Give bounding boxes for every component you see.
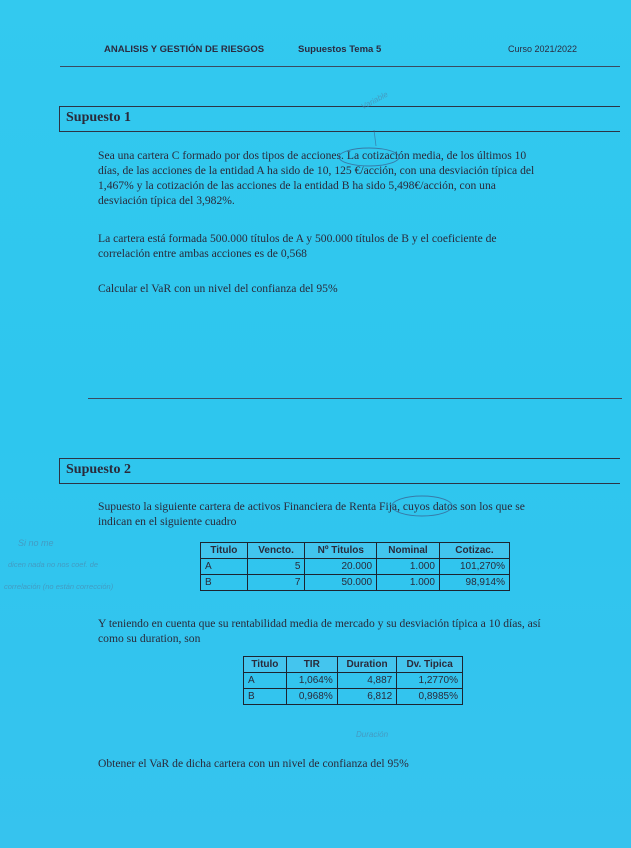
col-header: Nº Titulos (305, 543, 377, 559)
table-cell: 98,914% (439, 575, 509, 591)
table-header-row (244, 657, 463, 673)
table-header-row (201, 543, 510, 559)
col-header: Nominal (377, 543, 440, 559)
table-row (201, 575, 510, 591)
portfolio-table (200, 542, 510, 591)
line: Y teniendo en cuenta que su rentabilidad media de mercado y su desviación típica a 10 días, así (98, 617, 541, 630)
supuesto-1-paragraph-3: Calcular el VaR con un nivel del confianza del 95% (98, 282, 338, 295)
handwritten-note: Duración (356, 730, 389, 739)
supuesto-2-paragraph-3: Obtener el VaR de dicha cartera con un nivel de confianza del 95% (98, 757, 409, 770)
line: 1,467% y la cotización de las acciones de la entidad B ha sido 5,498€/acción, con una (98, 179, 496, 192)
col-header: Cotizac. (439, 543, 509, 559)
col-header: Duration (337, 657, 397, 673)
table-cell: 50.000 (305, 575, 377, 591)
line: como su duration, son (98, 632, 201, 645)
col-header: Titulo (244, 657, 287, 673)
supuesto-2-paragraph-2 (98, 616, 620, 646)
table-cell: 1,064% (286, 673, 337, 689)
table-cell: 7 (247, 575, 305, 591)
handwritten-note: Variable (359, 89, 390, 112)
header-rule (60, 66, 620, 67)
table-cell: A (244, 673, 287, 689)
supuesto-2-paragraph-1 (98, 499, 620, 529)
col-header: Dv. Tipica (397, 657, 463, 673)
section-divider (88, 398, 622, 399)
supuesto-2-heading-text: Supuesto 2 (66, 462, 131, 477)
line: desviación típica del 3,982%. (98, 194, 235, 207)
table-cell: 0,8985% (397, 689, 463, 705)
handwritten-note: Si no me (18, 538, 54, 548)
supuesto-2-heading (59, 458, 620, 484)
table-cell: 1.000 (377, 559, 440, 575)
line: La cartera está formada 500.000 títulos de A y 500.000 títulos de B y el coeficiente de (98, 232, 497, 245)
handwritten-note: correlación (no están corrección) (4, 582, 114, 591)
table-row (201, 559, 510, 575)
table-cell: 5 (247, 559, 305, 575)
table-cell: 20.000 (305, 559, 377, 575)
course-year: Curso 2021/2022 (508, 44, 578, 54)
supuesto-1-heading (59, 106, 620, 132)
table-cell: 4,887 (337, 673, 397, 689)
supuesto-1-paragraph-2 (98, 231, 620, 261)
table-row (244, 673, 463, 689)
line: Supuesto la siguiente cartera de activos Financiera de Renta Fija, cuyos datos son los que se (98, 500, 525, 513)
topic-title: Supuestos Tema 5 (298, 44, 382, 55)
handwritten-note: dicen nada no nos coef. de (8, 560, 99, 569)
col-header: Vencto. (247, 543, 305, 559)
table-cell: 0,968% (286, 689, 337, 705)
table-cell: 1.000 (377, 575, 440, 591)
supuesto-1-heading-text: Supuesto 1 (66, 110, 131, 125)
line: indican en el siguiente cuadro (98, 515, 237, 528)
line: días, de las acciones de la entidad A ha sido de 10, 125 €/acción, con una desviación típica del (98, 164, 535, 177)
col-header: TIR (286, 657, 337, 673)
col-header: Titulo (201, 543, 248, 559)
table-cell: 1,2770% (397, 673, 463, 689)
table-cell: 6,812 (337, 689, 397, 705)
table-cell: B (201, 575, 248, 591)
table-cell: A (201, 559, 248, 575)
course-title: ANALISIS Y GESTIÓN DE RIESGOS (104, 44, 265, 55)
supuesto-1-paragraph-1 (98, 148, 620, 208)
yield-table (243, 656, 463, 705)
line: Sea una cartera C formado por dos tipos de acciones. La cotización media, de los últimos 10 (98, 149, 527, 162)
line: correlación entre ambas acciones es de 0,568 (98, 247, 307, 260)
table-cell: B (244, 689, 287, 705)
table-row (244, 689, 463, 705)
table-cell: 101,270% (439, 559, 509, 575)
